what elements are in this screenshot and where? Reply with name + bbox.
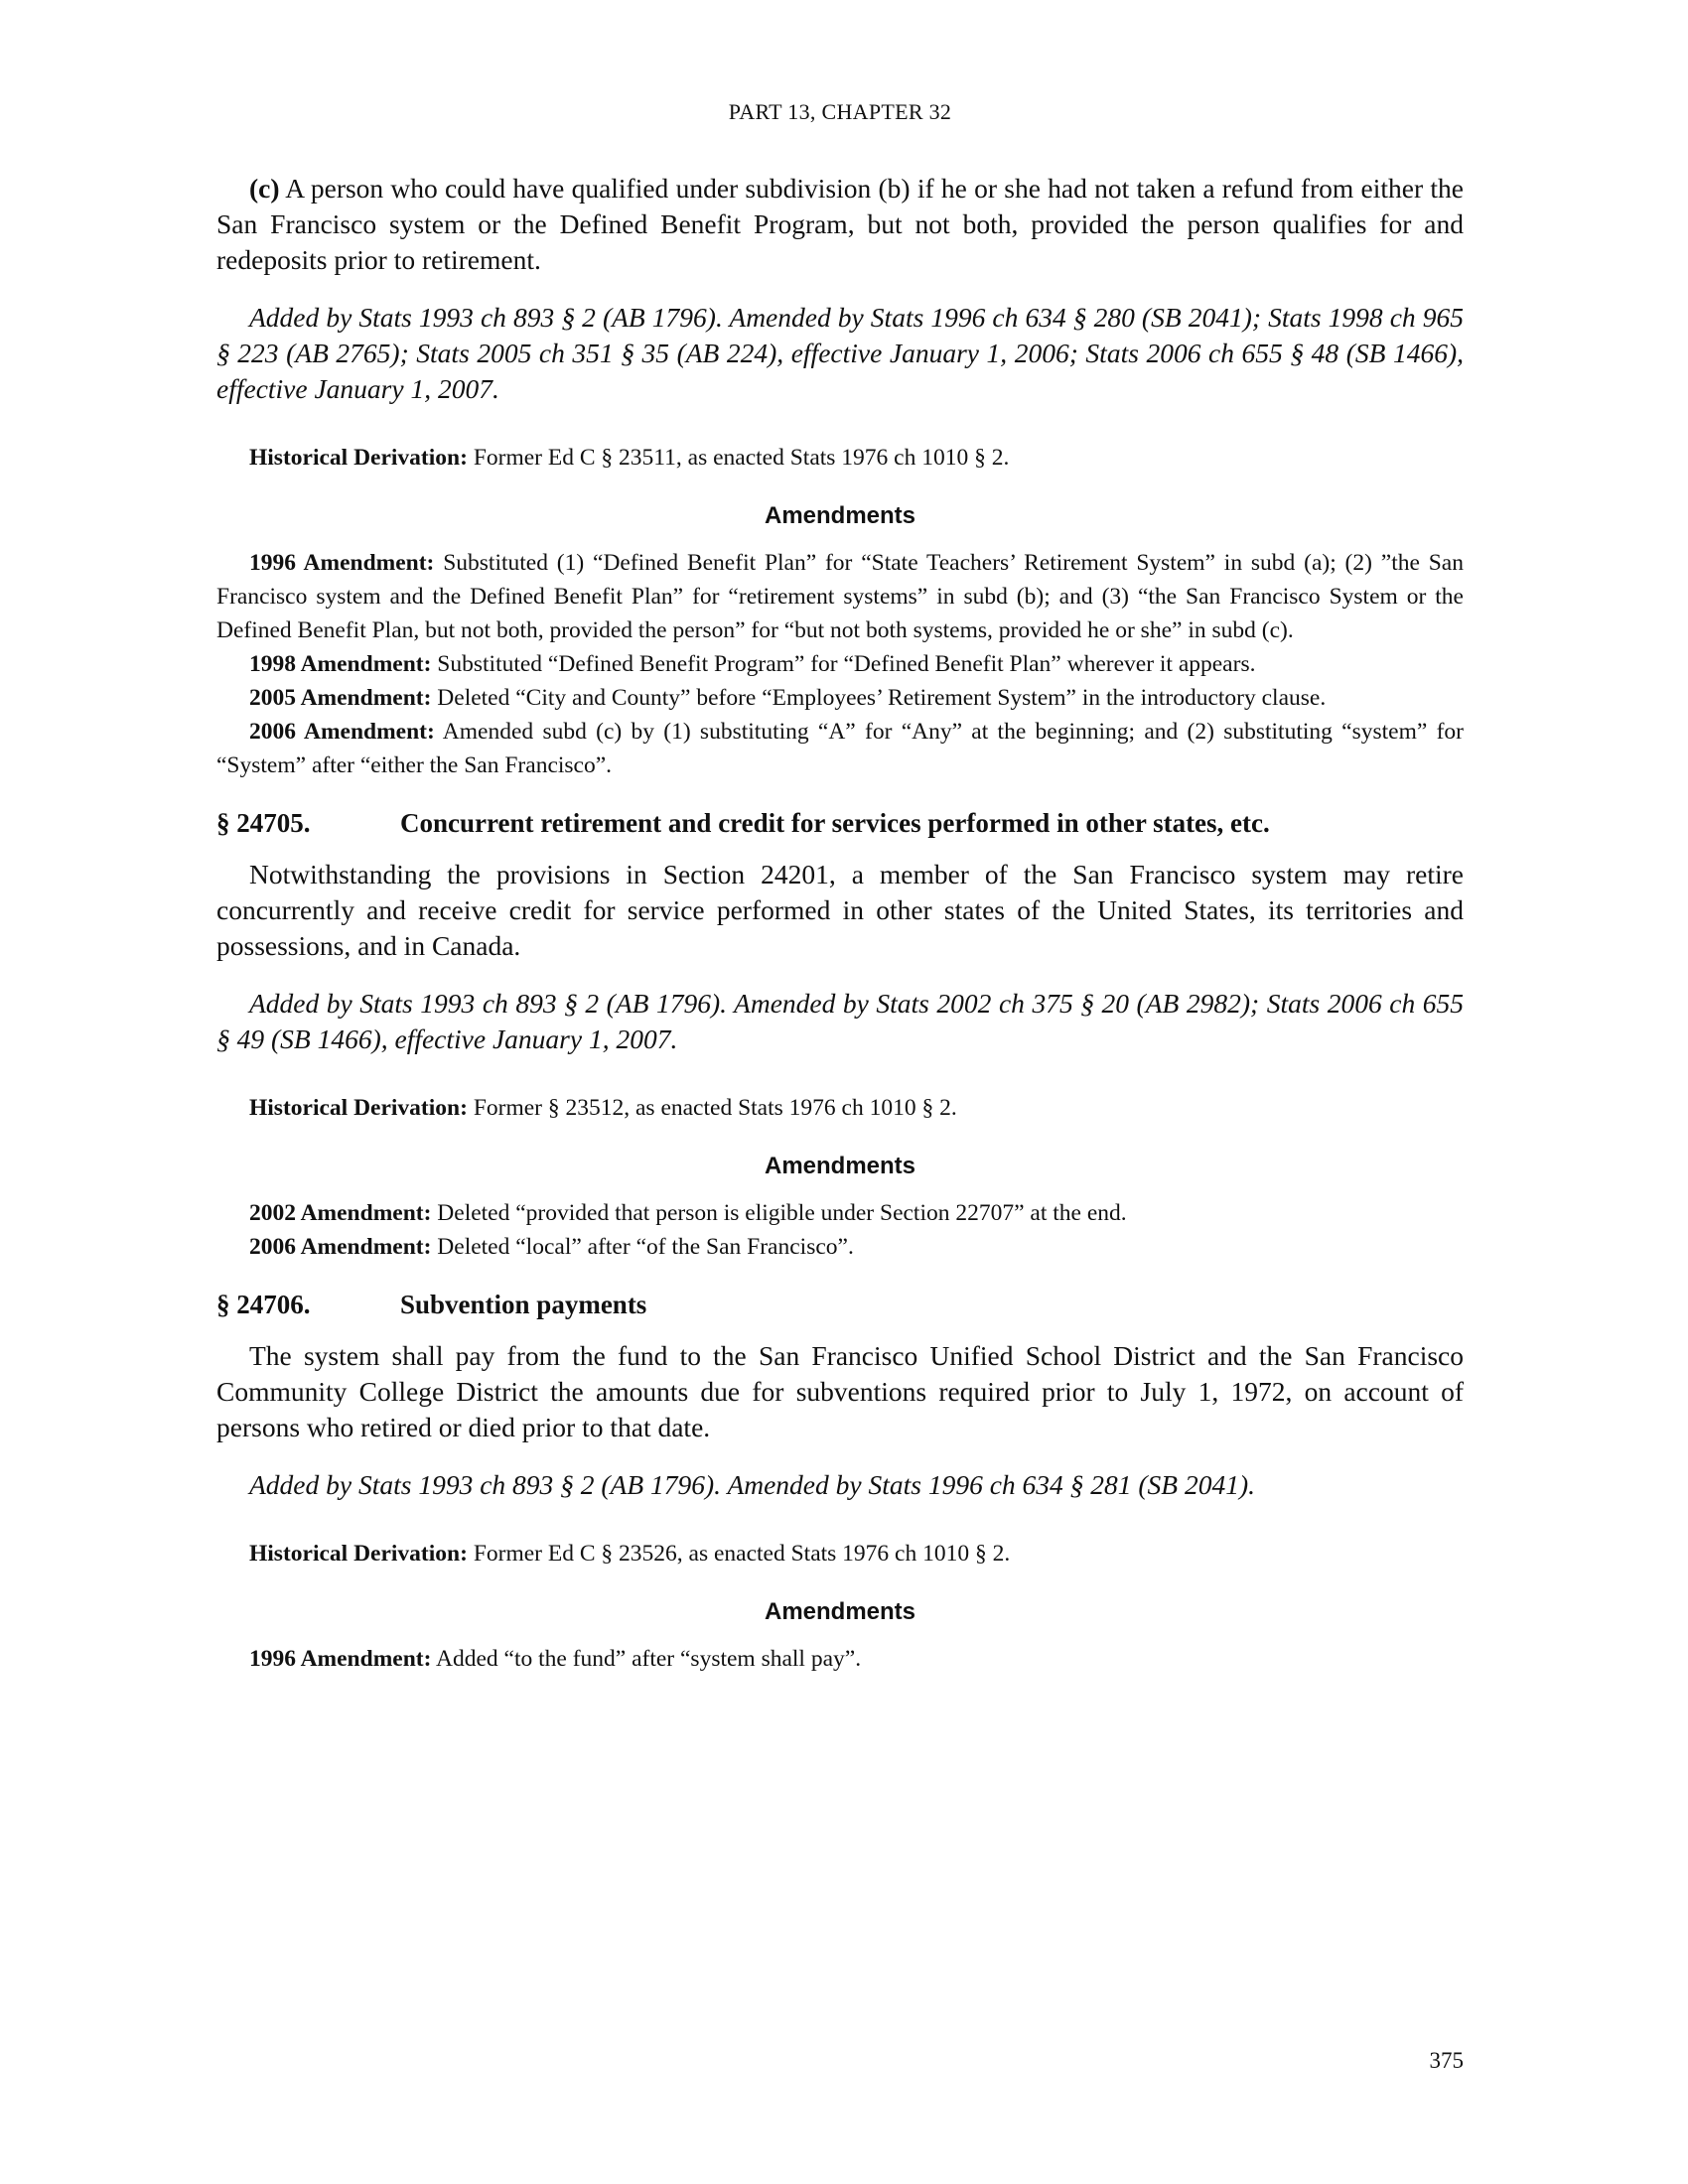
section-24705 (216, 808, 1464, 1264)
amendment-label: 2006 Amendment: (249, 1234, 432, 1260)
derivation-text: Former Ed C § 23511, as enacted Stats 1976 ch 1010 § 2. (467, 445, 1010, 471)
amendment-entry (216, 1642, 1464, 1676)
amendments-heading: Amendments (764, 1153, 916, 1179)
derivation-text: Former Ed C § 23526, as enacted Stats 1976 ch 1010 § 2. (467, 1541, 1011, 1567)
derivation-label: Historical Derivation: (249, 445, 468, 471)
subdivision-paragraph (216, 171, 1464, 278)
page-number: 375 (1429, 2048, 1464, 2073)
amendment-text: Deleted “provided that person is eligible under Section 22707” at the end. (431, 1200, 1127, 1226)
section-title: Concurrent retirement and credit for services performed in other states, etc. (400, 808, 1270, 838)
derivation-label: Historical Derivation: (249, 1541, 468, 1567)
amendment-entry (216, 546, 1464, 647)
amendment-text: Amended subd (c) by (1) substituting “A” for “Any” at the beginning; and (2) substituting “system” for “System” after “either the San Francisco”. (216, 719, 1464, 778)
amendment-label: 1998 Amendment: (249, 651, 432, 677)
derivation-label: Historical Derivation: (249, 1095, 468, 1121)
historical-derivation (216, 441, 1464, 475)
amendment-text: Substituted “Defined Benefit Program” for “Defined Benefit Plan” wherever it appears. (431, 651, 1256, 677)
section-number: § 24705. (216, 808, 311, 838)
subdivision-text: A person who could have qualified under subdivision (b) if he or she had not taken a refund from either the San Francisco system or the Defined Benefit Program, but not both, provided the person qualifies for and redeposits prior to retirement. (216, 173, 1464, 275)
amendment-entry (216, 681, 1464, 715)
running-head: PART 13, CHAPTER 32 (728, 99, 952, 124)
history-note: Added by Stats 1993 ch 893 § 2 (AB 1796). Amended by Stats 2002 ch 375 § 20 (AB 2982); Stats 2006 ch 655 § 49 (SB 1466), effective January 1, 2007. (216, 988, 1464, 1054)
historical-derivation (216, 1537, 1464, 1570)
amendment-entry (216, 647, 1464, 681)
section-heading (216, 808, 1464, 839)
amendment-entry (216, 1196, 1464, 1230)
section-heading (216, 1290, 1464, 1320)
amendment-text: Added “to the fund” after “system shall pay”. (431, 1646, 862, 1672)
section-title: Subvention payments (400, 1290, 647, 1319)
section-body: Notwithstanding the provisions in Section 24201, a member of the San Francisco system may retire concurrently and receive credit for service performed in other states of the United States, its territories and possessions, and in Canada. (216, 859, 1464, 961)
amendment-entry (216, 715, 1464, 782)
page-content (216, 171, 1464, 1676)
amendments-heading: Amendments (764, 502, 916, 529)
amendment-entry (216, 1230, 1464, 1264)
history-note: Added by Stats 1993 ch 893 § 2 (AB 1796). Amended by Stats 1996 ch 634 § 281 (SB 2041). (249, 1469, 1256, 1500)
subdivision-label: (c) (249, 173, 280, 204)
amendment-label: 2005 Amendment: (249, 685, 432, 711)
section-body: The system shall pay from the fund to the San Francisco Unified School District and the San Francisco Community College District the amounts due for subventions required prior to July 1, 1972, on account of persons who retired or died prior to that date. (216, 1340, 1464, 1442)
amendment-label: 1996 Amendment: (249, 550, 435, 576)
derivation-text: Former § 23512, as enacted Stats 1976 ch 1010 § 2. (467, 1095, 957, 1121)
section-24706 (216, 1290, 1464, 1676)
section-number: § 24706. (216, 1290, 311, 1319)
historical-derivation (216, 1091, 1464, 1125)
amendment-label: 2006 Amendment: (249, 719, 435, 745)
amendment-text: Deleted “City and County” before “Employees’ Retirement System” in the introductory clause. (431, 685, 1327, 711)
amendment-label: 1996 Amendment: (249, 1646, 432, 1672)
history-note: Added by Stats 1993 ch 893 § 2 (AB 1796). Amended by Stats 1996 ch 634 § 280 (SB 2041); Stats 1998 ch 965 § 223 (AB 2765); Stats 2005 ch 351 § 35 (AB 224), effective January 1, 2006; Stats 2006 ch 655 § 48 (SB 1466), effective January 1, 2007. (216, 302, 1464, 404)
amendment-text: Substituted (1) “Defined Benefit Plan” for “State Teachers’ Retirement System” in subd (a); (2) ”the San Francisco system and the Defined Benefit Plan” for “retirement systems” in subd (b); and (3) “the San Francisco System or the Defined Benefit Plan, but not both, provided the person” for “but not both systems, provided he or she” in subd (c). (216, 550, 1464, 643)
amendments-heading: Amendments (764, 1598, 916, 1625)
amendment-label: 2002 Amendment: (249, 1200, 432, 1226)
amendment-text: Deleted “local” after “of the San Francisco”. (431, 1234, 854, 1260)
